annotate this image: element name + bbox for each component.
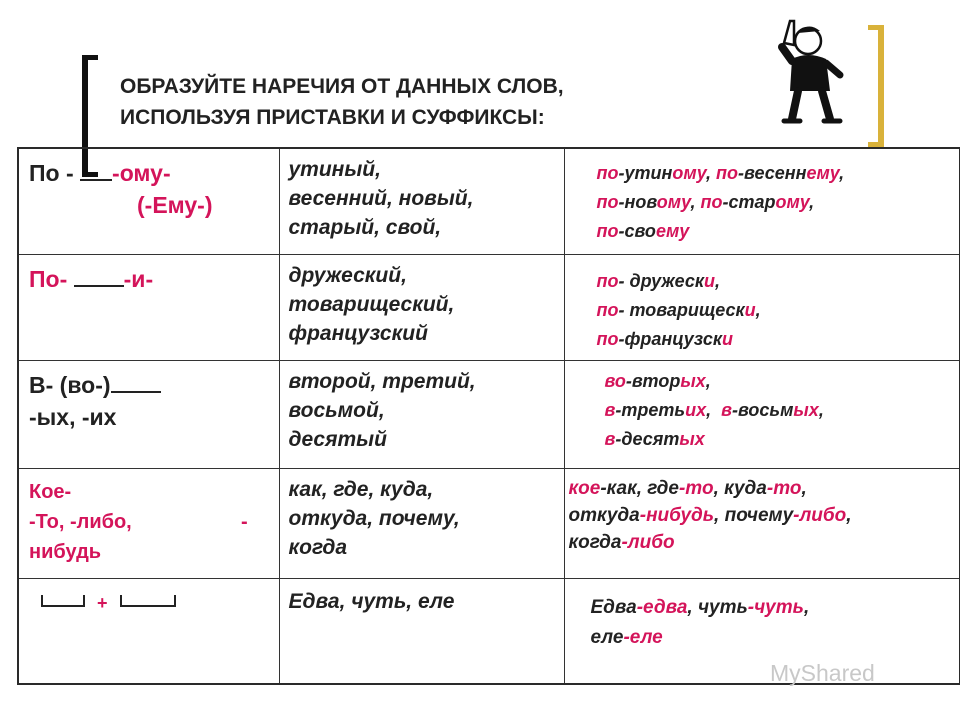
answer-line: во-вторых,	[604, 370, 711, 391]
watermark-logo: MyShared	[770, 660, 875, 686]
answer-line: по- дружески,	[596, 270, 721, 291]
blank-line	[80, 161, 112, 181]
answer-line: в-третьих, в-восьмых,	[604, 399, 824, 420]
words-cell	[279, 468, 564, 578]
word-line: Едва, чуть, еле	[288, 589, 455, 613]
answer-line: по-французски	[596, 328, 733, 349]
rule-dash: -	[241, 510, 248, 533]
rule-cell	[18, 254, 279, 360]
words-cell	[279, 148, 564, 254]
word-line: утиный,	[288, 158, 381, 181]
blank-box	[120, 595, 176, 607]
answer-line: по- товарищески,	[596, 299, 761, 320]
rule-suffix: -ому-	[112, 160, 171, 186]
answer-line: по-новому, по-старому,	[596, 192, 815, 212]
rule-suffix-alt: (-Ему-)	[137, 192, 213, 218]
answer-cell	[564, 148, 960, 254]
answer-line: Едва-едва, чуть-чуть,	[590, 596, 810, 618]
answer-line: когда-либо	[568, 531, 675, 553]
rule-prefix: В- (во-)	[29, 371, 111, 398]
blank-line	[74, 267, 124, 287]
answer-line: еле-еле	[590, 626, 663, 648]
word-line: откуда, почему,	[288, 506, 460, 530]
blank-line	[111, 373, 161, 393]
rule-suffix: -и-	[123, 265, 154, 292]
word-line: весенний, новый,	[288, 187, 474, 210]
answer-cell	[564, 360, 960, 468]
rule-cell	[18, 578, 279, 684]
blank-box	[41, 595, 85, 607]
answer-cell	[564, 468, 960, 578]
title-line-2: ИСПОЛЬЗУЯ ПРИСТАВКИ И СУФФИКСЫ:	[120, 106, 545, 129]
answer-cell	[564, 578, 960, 684]
word-line: старый, свой,	[288, 216, 442, 239]
word-line: восьмой,	[288, 398, 385, 422]
rule-suffix: -То, -либо,	[29, 510, 132, 533]
word-line: французский	[288, 321, 428, 345]
words-cell	[279, 254, 564, 360]
words-cell	[279, 578, 564, 684]
right-bracket	[868, 25, 884, 147]
answer-line: откуда-нибудь, почему-либо,	[568, 504, 852, 526]
rule-prefix: По -	[29, 160, 74, 186]
rule-prefix: По-	[29, 265, 68, 292]
word-line: второй, третий,	[288, 369, 476, 393]
rule-suffix: -ых, -их	[29, 403, 117, 430]
table-row	[18, 468, 960, 578]
rule-suffix-2: нибудь	[29, 540, 102, 563]
rule-cell	[18, 468, 279, 578]
rule-cell	[18, 360, 279, 468]
plus-sign: +	[97, 592, 108, 613]
word-line: товарищеский,	[288, 292, 455, 316]
table-row	[18, 360, 960, 468]
answer-line: по-утиному, по-весеннему,	[596, 163, 845, 183]
word-line: дружеский,	[288, 263, 407, 287]
answer-line: кое-как, где-то, куда-то,	[568, 477, 807, 499]
word-line: как, где, куда,	[288, 477, 434, 501]
title-line-1: ОБРАЗУЙТЕ НАРЕЧИЯ ОТ ДАННЫХ СЛОВ,	[120, 75, 564, 98]
answer-line: по-своему	[596, 221, 690, 241]
table-row	[18, 148, 960, 254]
answer-line: в-десятых	[604, 428, 705, 449]
words-cell	[279, 360, 564, 468]
rule-cell	[18, 148, 279, 254]
table-row	[18, 254, 960, 360]
adverbs-table	[17, 147, 960, 685]
word-line: когда	[288, 535, 348, 559]
rule-prefix: Кое-	[29, 480, 72, 503]
answer-cell	[564, 254, 960, 360]
word-line: десятый	[288, 427, 387, 451]
pointing-man-illustration	[764, 15, 850, 127]
page-title	[120, 71, 760, 133]
